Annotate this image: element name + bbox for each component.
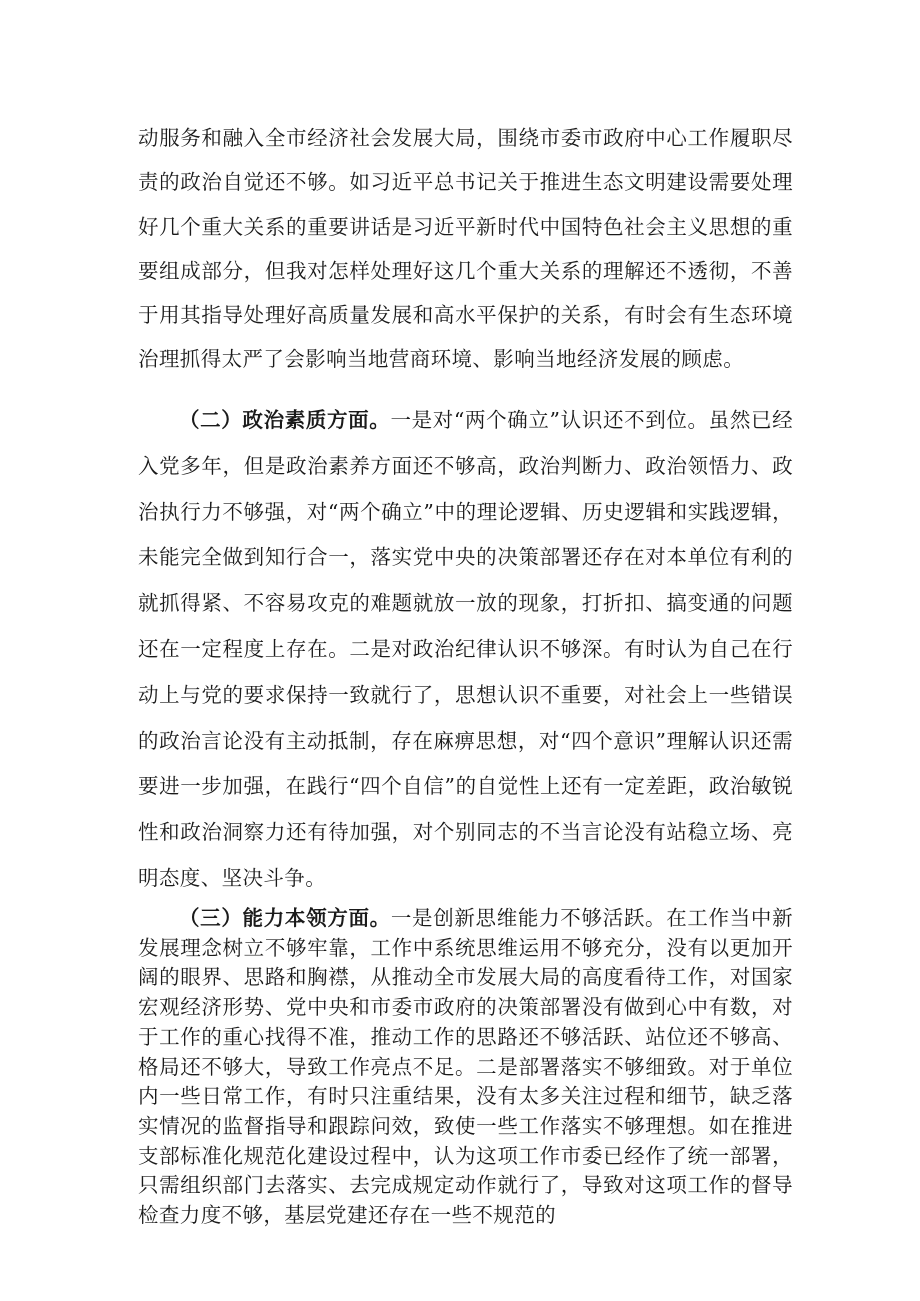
paragraph-2-text: 一是对“两个确立”认识还不到位。虽然已经入党多年，但是政治素养方面还不够高，政治判断力、政治领悟力、政治执行力不够强，对“两个确立”中的理论逻辑、历史逻辑和实践逻辑，未能完全做到知行合一，落实党中央的决策部署还存在对本单位有利的就抓得紧、不容易攻克的难题就放一放的现象，打折扣、搞变通的问题还在一定程度上存在。二是对政治纪律认识不够深。有时认为自己在行动上与党的要求保持一致就行了，思想认识不重要，对社会上一些错误的政治言论没有主动抵制，存在麻痹思想，对“四个意识”理解认识还需要进一步加强，在践行“四个自信”的自觉性上还有一定差距，政治敏锐性和政治洞察力还有待加强，对个别同志的不当言论没有站稳立场、亮明态度、坚决斗争。 [138,408,794,890]
paragraph-3-text: 一是创新思维能力不够活跃。在工作当中新发展理念树立不够牢靠，工作中系统思维运用不够充分，没有以更加开阔的眼界、思路和胸襟，从推动全市发展大局的高度看待工作，对国家宏观经济形势、党中央和市委市政府的决策部署没有做到心中有数，对于工作的重心找得不准，推动工作的思路还不够活跃、站位还不够高、格局还不够大，导致工作亮点不足。二是部署落实不够细致。对于单位内一些日常工作，有时只注重结果，没有太多关注过程和细节，缺乏落实情况的监督指导和跟踪问效，致使一些工作落实不够理想。如在推进支部标准化规范化建设过程中，认为这项工作市委已经作了统一部署，只需组织部门去落实、去完成规定动作就行了，导致对这项工作的督导检查力度不够，基层党建还存在一些不规范的 [138,906,793,1228]
paragraph-continuation [138,116,793,382]
section-heading-ability: （三）能力本领方面。 [179,906,391,930]
paragraph-ability [138,904,793,1231]
section-heading-political-quality: （二）政治素质方面。 [179,408,391,432]
paragraph-political-quality [138,398,793,902]
paragraph-1-text: 动服务和融入全市经济社会发展大局，围绕市委市政府中心工作履职尽责的政治自觉还不够。如习近平总书记关于推进生态文明建设需要处理好几个重大关系的重要讲话是习近平新时代中国特色社会主义思想的重要组成部分，但我对怎样处理好这几个重大关系的理解还不透彻，不善于用其指导处理好高质量发展和高水平保护的关系，有时会有生态环境治理抓得太严了会影响当地营商环境、影响当地经济发展的顾虑。 [138,126,793,372]
